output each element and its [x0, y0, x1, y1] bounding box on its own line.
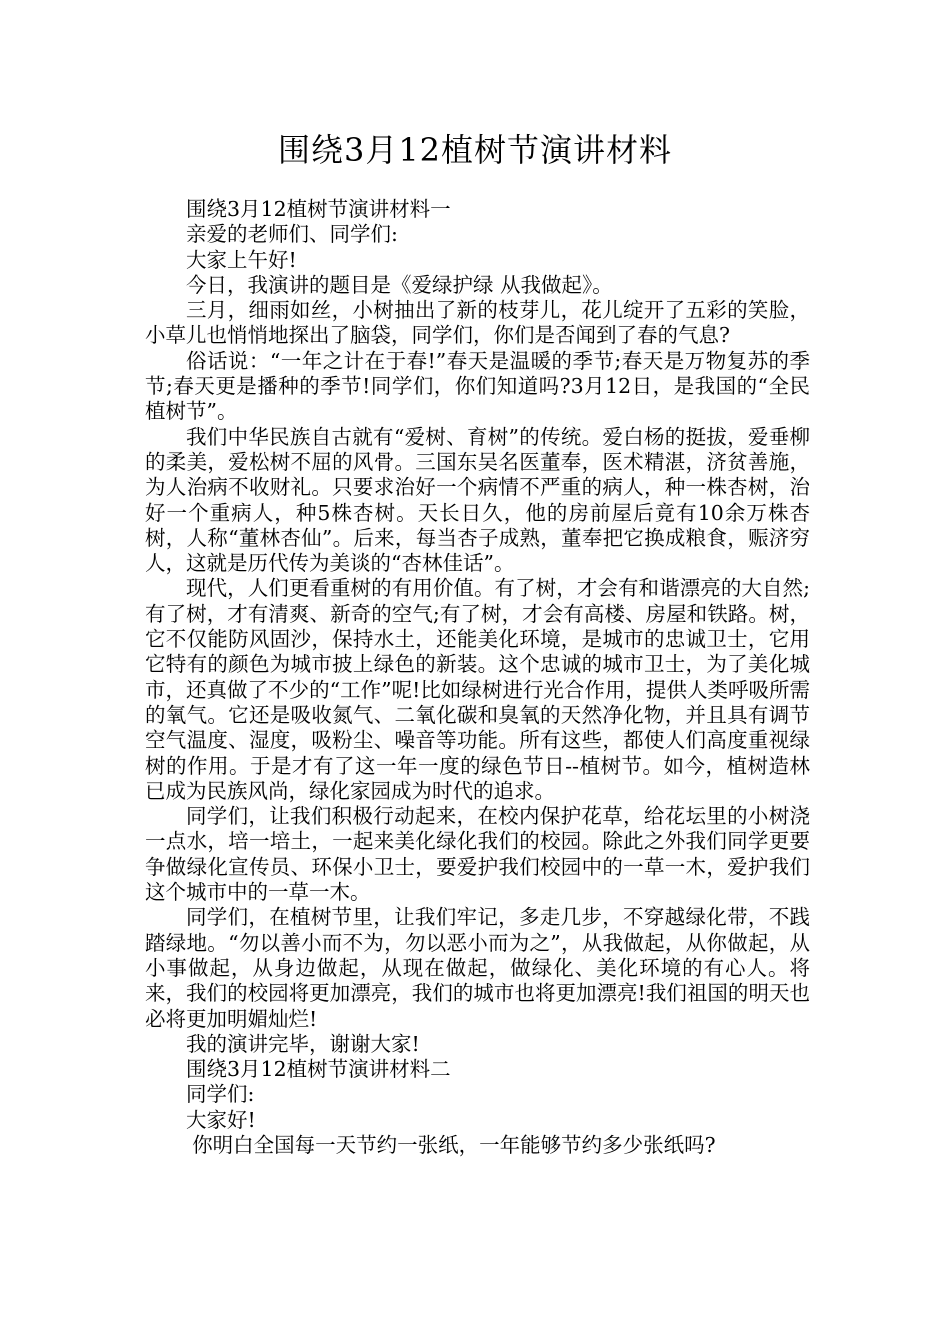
- salutation: 同学们:: [186, 1082, 255, 1107]
- greeting: 大家上午好!: [186, 247, 297, 272]
- body-paragraph: 同学们，让我们积极行动起来，在校内保护花草，给花坛里的小树浇一点水，培一培土，一起来美化绿化我们的校园。除此之外我们同学更要争做绿化宣传员、环保小卫士，要爱护我们校园中的一草一木，爱护我们这个城市中的一草一木。: [145, 804, 810, 905]
- body-paragraph: 我们中华民族自古就有“爱树、育树”的传统。爱白杨的挺拔，爱垂柳的柔美，爱松树不屈的风骨。三国东吴名医董奉，医术精湛，济贫善施，为人治病不收财礼。只要求治好一个病情不严重的病人，种一株杏树，治好一个重病人，种5株杏树。天长日久，他的房前屋后竟有10余万株杏树，人称“董林杏仙”。后来，每当杏子成熟，董奉把它换成粮食，赈济穷人，这就是历代传为美谈的“杏林佳话”。: [145, 424, 810, 576]
- section-heading-2: 围绕3月12植树节演讲材料二: [186, 1057, 451, 1082]
- speech-topic: 今日，我演讲的题目是《爱绿护绿 从我做起》。: [186, 272, 613, 297]
- body-paragraph: 你明白全国每一天节约一张纸，一年能够节约多少张纸吗?: [192, 1132, 716, 1157]
- body-paragraph: 现代，人们更看重树的有用价值。有了树，才会有和谐漂亮的大自然;有了树，才有清爽、新奇的空气;有了树，才会有高楼、房屋和铁路。树，它不仅能防风固沙，保持水土，还能美化环境，是城市的忠诚卫士，它用它特有的颜色为城市披上绿色的新装。这个忠诚的城市卫士，为了美化城市，还真做了不少的“工作”呢!比如绿树进行光合作用，提供人类呼吸所需的氧气。它还是吸收氮气、二氧化碳和臭氧的天然净化物，并且具有调节空气温度、湿度，吸粉尘、噪音等功能。所有这些，都使人们高度重视绿树的作用。于是才有了这一年一度的绿色节日--植树节。如今，植树造林已成为民族风尚，绿化家园成为时代的追求。: [145, 576, 810, 803]
- salutation: 亲爱的老师们、同学们:: [186, 222, 398, 247]
- section-heading-1: 围绕3月12植树节演讲材料一: [186, 197, 451, 221]
- body-paragraph: 三月，细雨如丝，小树抽出了新的枝芽儿，花儿绽开了五彩的笑脸，小草儿也悄悄地探出了脑袋，同学们，你们是否闻到了春的气息?: [145, 298, 810, 348]
- body-paragraph: 同学们，在植树节里，让我们牢记，多走几步，不穿越绿化带，不践踏绿地。“勿以善小而不为，勿以恶小而为之”，从我做起，从你做起，从小事做起，从身边做起，从现在做起，做绿化、美化环境的有心人。将来，我们的校园将更加漂亮，我们的城市也将更加漂亮!我们祖国的明天也必将更加明媚灿烂!: [145, 905, 810, 1031]
- greeting: 大家好!: [186, 1107, 256, 1132]
- closing-line: 我的演讲完毕，谢谢大家!: [186, 1031, 420, 1056]
- body-paragraph: 俗话说：“一年之计在于春!”春天是温暖的季节;春天是万物复苏的季节;春天更是播种的季节!同学们，你们知道吗?3月12日，是我国的“全民植树节”。: [145, 348, 810, 424]
- document-title: 围绕3月12植树节演讲材料: [277, 131, 673, 169]
- document-body: [145, 197, 810, 1158]
